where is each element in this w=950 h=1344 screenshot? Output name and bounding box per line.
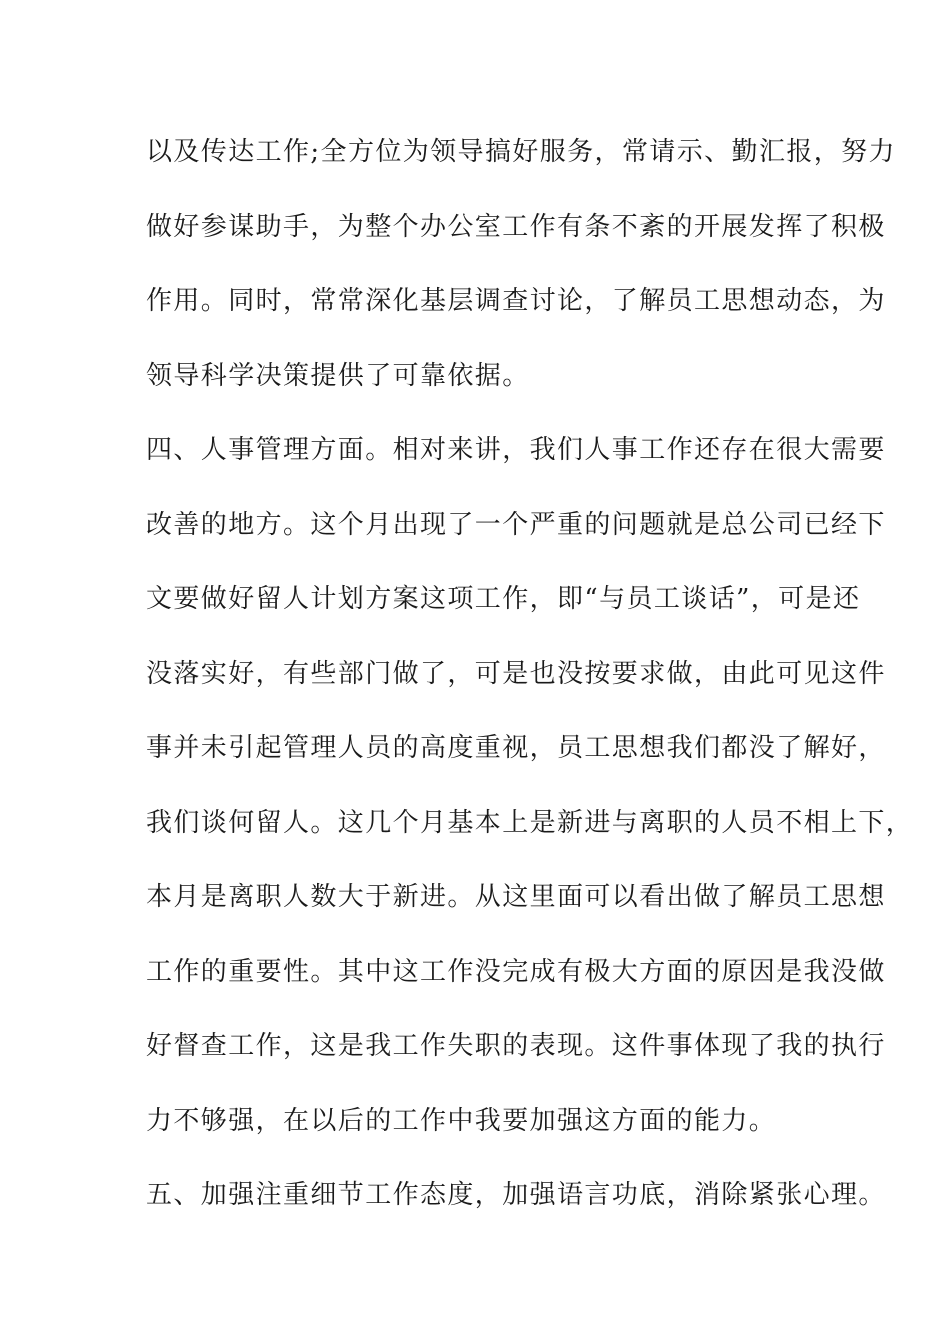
text-line: 我们谈何留人。这几个月基本上是新进与离职的人员不相上下，: [146, 807, 914, 838]
body-text: [146, 128, 914, 1246]
text-line: 改善的地方。这个月出现了一个严重的问题就是总公司已经下: [146, 509, 886, 540]
text-line: 以及传达工作;全方位为领导搞好服务，常请示、勤汇报，努力: [146, 137, 896, 167]
section-heading-line: 五、加强注重细节工作态度，加强语言功底，消除紧张心理。: [146, 1180, 886, 1210]
text-line: 工作的重要性。其中这工作没完成有极大方面的原因是我没做: [146, 956, 886, 987]
text-line: 好督查工作，这是我工作失职的表现。这件事体现了我的执行: [146, 1031, 886, 1061]
text-line: 领导科学决策提供了可靠依据。: [146, 360, 530, 391]
text-line: 文要做好留人计划方案这项工作，即“与员工谈话”，可是还: [146, 584, 861, 614]
text-line: 做好参谋助手，为整个办公室工作有条不紊的开展发挥了积极: [146, 211, 886, 242]
text-line: 事并未引起管理人员的高度重视，员工思想我们都没了解好，: [146, 733, 886, 763]
text-line: 力不够强，在以后的工作中我要加强这方面的能力。: [146, 1105, 777, 1136]
section-heading-line: 四、人事管理方面。相对来讲，我们人事工作还存在很大需要: [146, 435, 886, 465]
text-line: 本月是离职人数大于新进。从这里面可以看出做了解员工思想: [146, 882, 886, 912]
text-line: 作用。同时，常常深化基层调查讨论，了解员工思想动态，为: [146, 286, 886, 316]
text-line: 没落实好，有些部门做了，可是也没按要求做，由此可见这件: [146, 658, 886, 689]
